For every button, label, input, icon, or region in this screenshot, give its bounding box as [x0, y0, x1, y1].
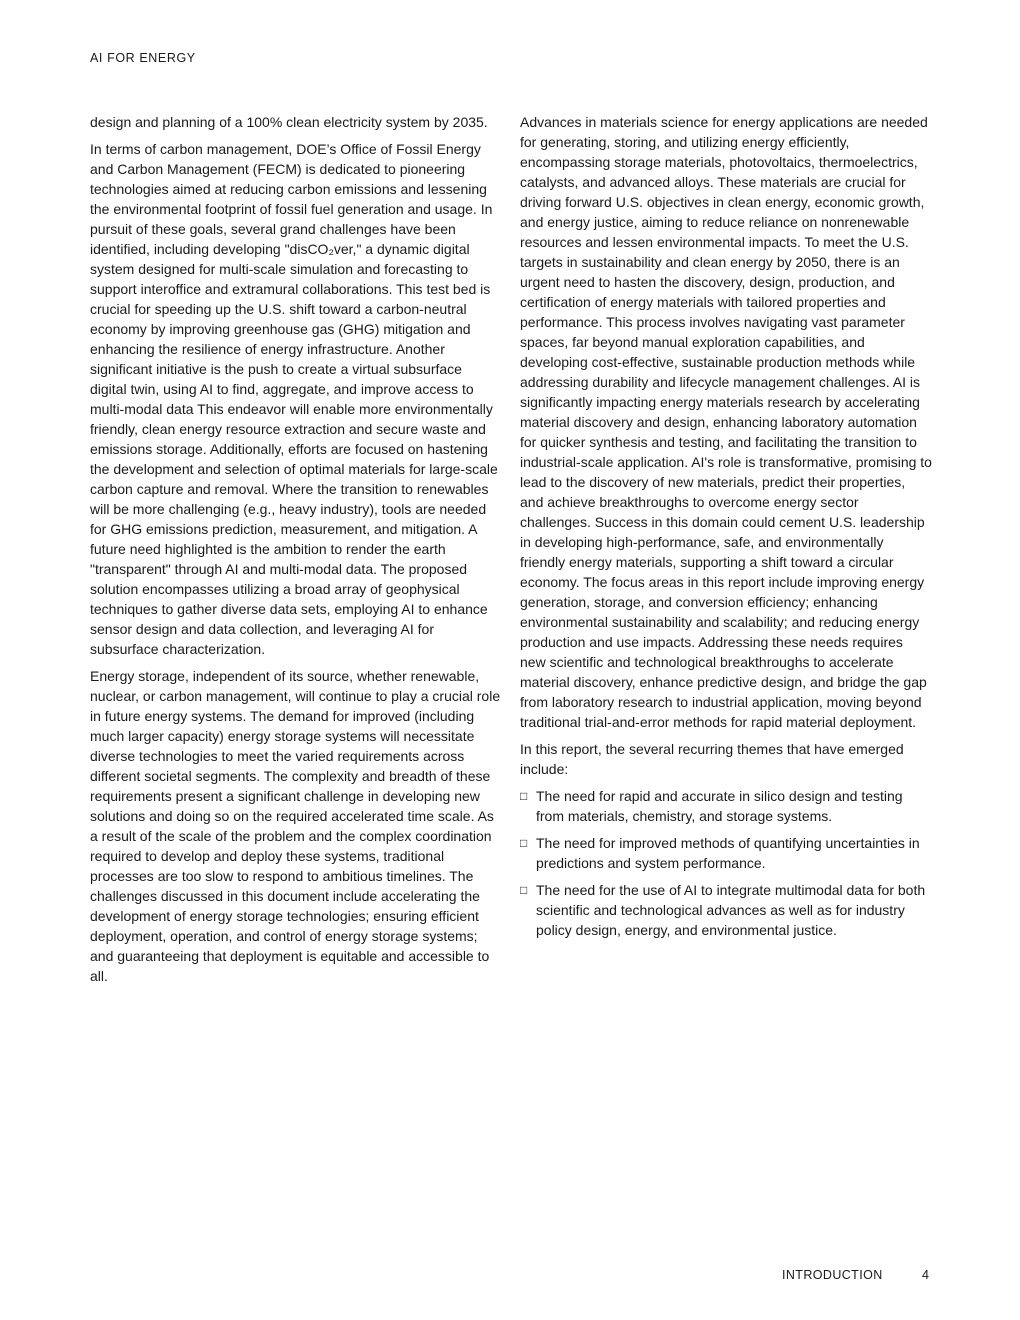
- page-number: 4: [922, 1268, 930, 1282]
- paragraph-recurring-themes-intro: In this report, the several recurring themes that have emerged include:: [520, 741, 904, 777]
- theme-bullet-text: The need for improved methods of quantifying uncertainties in predictions and system performance.: [536, 835, 920, 871]
- checkbox-bullet-icon: □: [520, 789, 528, 803]
- left-column: [90, 112, 502, 993]
- footer-section-label: INTRODUCTION: [782, 1268, 883, 1282]
- theme-bullet-text: The need for the use of AI to integrate multimodal data for both scientific and technological advances as well as for industry policy design, energy, and environmental justice.: [536, 882, 926, 938]
- theme-bullet-item: [520, 786, 932, 826]
- checkbox-bullet-icon: □: [520, 883, 528, 897]
- paragraph-clean-electricity: design and planning of a 100% clean electricity system by 2035.: [90, 114, 488, 130]
- checkbox-bullet-icon: □: [520, 836, 528, 850]
- right-column: [520, 112, 932, 947]
- theme-bullet-item: [520, 880, 932, 940]
- theme-bullet-item: [520, 833, 932, 873]
- paragraph-materials-science: Advances in materials science for energy applications are needed for generating, storing, and utilizing energy efficiently, encompassing storage materials, photovoltaics, thermoelectrics, catalysts, and advanced alloys. These materials are crucial for driving forward U.S. objectives in clean energy, economic growth, and energy justice, aiming to reduce reliance on nonrenewable resources and lessen environmental impacts. To meet the U.S. targets in sustainability and clean energy by 2050, there is an urgent need to hasten the discovery, design, production, and certification of energy materials with tailored properties and performance. This process involves navigating vast parameter spaces, far beyond manual exploration capabilities, and developing cost-effective, sustainable production methods while addressing durability and lifecycle management challenges. AI is significantly impacting energy materials research by accelerating material discovery and design, enhancing laboratory automation for quicker synthesis and testing, and facilitating the transition to industrial-scale application. AI's role is transformative, promising to lead to the discovery of new materials, predict their properties, and achieve breakthroughs to overcome energy sector challenges. Success in this domain could cement U.S. leadership in developing high-performance, safe, and environmentally friendly energy materials, supporting a shift toward a circular economy. The focus areas in this report include improving energy generation, storage, and conversion efficiency; enhancing environmental sustainability and scalability; and reducing energy production and use impacts. Addressing these needs requires new scientific and technological breakthroughs to accelerate material discovery, enhance predictive design, and bridge the gap from laboratory research to industrial application, moving beyond traditional trial-and-error methods for rapid material deployment.: [520, 114, 932, 730]
- paragraph-carbon-management: In terms of carbon management, DOE’s Office of Fossil Energy and Carbon Management (FECM) is dedicated to pioneering technologies aimed at reducing carbon emissions and lessening the environmental footprint of fossil fuel generation and usage. In pursuit of these goals, several grand challenges have been identified, including developing "disCO₂ver," a dynamic digital system designed for multi-scale simulation and forecasting to support interoffice and extramural collaborations. This test bed is crucial for speeding up the U.S. shift toward a carbon-neutral economy by improving greenhouse gas (GHG) mitigation and enhancing the resilience of energy infrastructure. Another significant initiative is the push to create a virtual subsurface digital twin, using AI to find, aggregate, and improve access to multi-modal data This endeavor will enable more environmentally friendly, clean energy resource extraction and secure waste and emissions storage. Additionally, efforts are focused on hastening the development and selection of optimal materials for large-scale carbon capture and removal. Where the transition to renewables will be more challenging (e.g., heavy industry), tools are needed for GHG emissions prediction, measurement, and mitigation. A future need highlighted is the ambition to render the earth "transparent" through AI and multi-modal data. The proposed solution encompasses utilizing a broad array of geophysical techniques to gather diverse data sets, employing AI to enhance sensor design and data collection, and leveraging AI for subsurface characterization.: [90, 141, 498, 657]
- paragraph-energy-storage: Energy storage, independent of its source, whether renewable, nuclear, or carbon management, will continue to play a crucial role in future energy systems. The demand for improved (including much larger capacity) energy storage systems will necessitate diverse technologies to meet the varied requirements across different societal segments. The complexity and breadth of these requirements present a significant challenge in developing new solutions and doing so on the required accelerated time scale. As a result of the scale of the problem and the complex coordination required to develop and deploy these systems, traditional processes are too slow to respond to ambitious timelines. The challenges discussed in this document include accelerating the development of energy storage technologies; ensuring efficient deployment, operation, and control of energy storage systems; and guaranteeing that deployment is equitable and accessible to all.: [90, 668, 501, 984]
- running-header-title: AI FOR ENERGY: [90, 51, 196, 65]
- theme-bullet-text: The need for rapid and accurate in silico design and testing from materials, chemistry, and storage systems.: [536, 788, 903, 824]
